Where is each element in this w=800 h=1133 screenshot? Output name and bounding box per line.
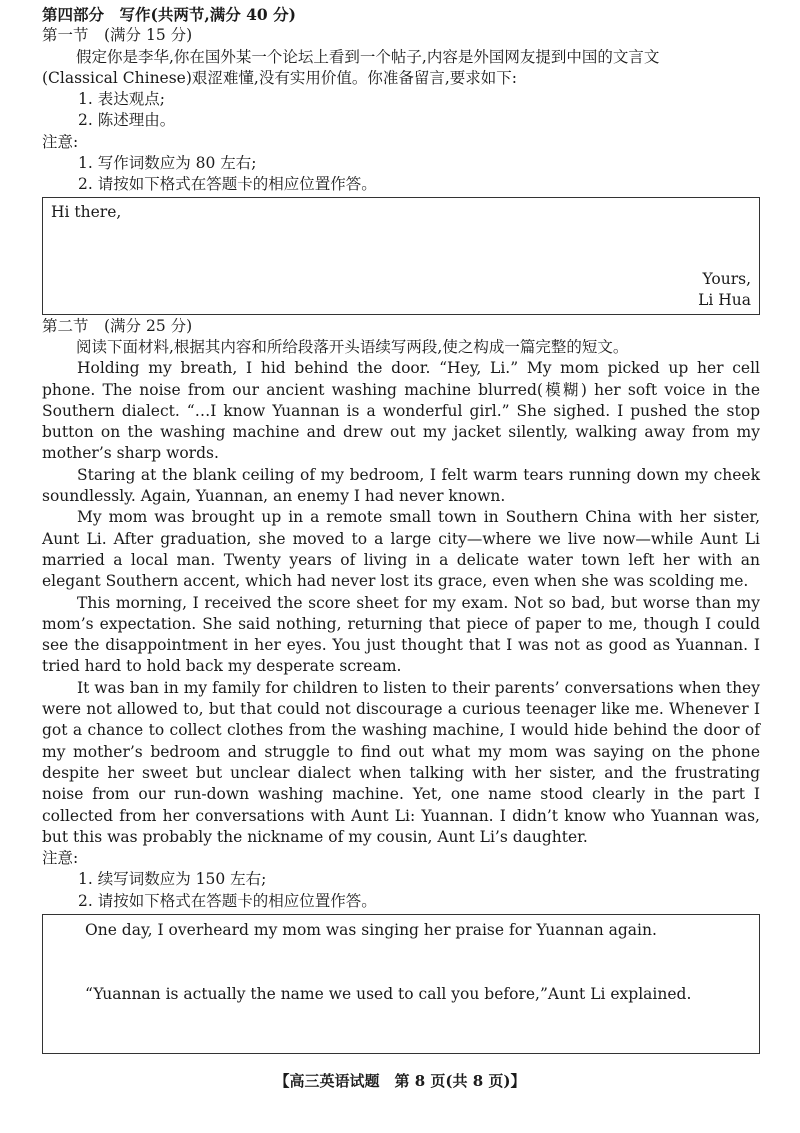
section1-note-2: 2. 请按如下格式在答题卡的相应位置作答。 <box>78 175 377 194</box>
passage-paragraph-2: Staring at the blank ceiling of my bedroom, I felt warm tears running down my cheek soundlessly. Again, Yuannan, an enemy I had never known. <box>42 465 760 506</box>
section1-prompt-line2: (Classical Chinese)艰涩难懂,没有实用价值。你准备留言,要求如下: <box>42 68 517 87</box>
box-name: Li Hua <box>698 291 751 310</box>
answer-format-box-1 <box>42 197 760 315</box>
passage-paragraph-3: My mom was brought up in a remote small town in Southern China with her sister, Aunt Li. After graduation, she moved to a large city—where we live now—while Aunt Li married a local man. Twenty years of living in a delicate water town left her with an elegant Southern accent, which had never lost its grace, even when she was scolding me. <box>42 508 760 591</box>
section2-note-1: 1. 续写词数应为 150 左右; <box>78 870 267 889</box>
page-footer: 【高三英语试题 第 8 页(共 8 页)】 <box>274 1072 526 1090</box>
section2-note-2: 2. 请按如下格式在答题卡的相应位置作答。 <box>78 891 377 910</box>
section1-requirement-1: 1. 表达观点; <box>78 90 165 109</box>
passage-paragraph-5: It was ban in my family for children to listen to their parents’ conversations when they were not allowed to, but that could not discourage a curious teenager like me. Whenever I got a chance to collect clothes from the washing machine, I would hide behind the door of my mother’s bedroom and struggle to find out what my mom was saying on the phone despite her sweet but unclear dialect when talking with her sister, and the frustrating noise from our run-down washing machine. Yet, one name stood clearly in the part I collected from her conversations with Aunt Li: Yuannan. I didn’t know who Yuannan was, but this was probably the nickname of my cousin, Aunt Li’s daughter. <box>42 678 760 846</box>
section1-prompt-line1: 假定你是李华,你在国外某一个论坛上看到一个帖子,内容是外国网友提到中国的文言文 <box>76 47 660 66</box>
passage-paragraph-4: This morning, I received the score sheet for my exam. Not so bad, but worse than my mom’s expectation. She said nothing, returning that piece of paper to me, though I could see the disappointment in her eyes. You just thought that I was not as good as Yuannan. I tried hard to hold back my desperate scream. <box>42 593 760 676</box>
section1-heading: 第一节 (满分 15 分) <box>42 26 193 45</box>
passage-paragraph-1: Holding my breath, I hid behind the door. “Hey, Li.” My mom picked up her cell phone. The noise from our ancient washing machine blurred(模糊) her soft voice in the Southern dialect. “…I know Yuannan is a wonderful girl.” She sighed. I pushed the stop button on the washing machine and drew out my jacket silently, walking away from my mother’s sharp words. <box>42 359 760 463</box>
section2-instruction: 阅读下面材料,根据其内容和所给段落开头语续写两段,使之构成一篇完整的短文。 <box>76 337 629 356</box>
reading-passage <box>42 358 760 848</box>
section1-requirement-2: 2. 陈述理由。 <box>78 111 176 130</box>
continuation-opening-2: “Yuannan is actually the name we used to call you before,”Aunt Li explained. <box>85 985 692 1004</box>
answer-format-box-2 <box>42 914 760 1054</box>
section1-note-label: 注意: <box>42 132 79 151</box>
section2-note-label: 注意: <box>42 849 79 868</box>
section2-heading: 第二节 (满分 25 分) <box>42 316 193 335</box>
part-title: 第四部分 写作(共两节,满分 40 分) <box>42 5 296 24</box>
box-signature <box>698 269 751 312</box>
box-closing: Yours, <box>702 270 751 289</box>
section1-note-1: 1. 写作词数应为 80 左右; <box>78 154 257 173</box>
continuation-opening-1: One day, I overheard my mom was singing her praise for Yuannan again. <box>85 920 657 939</box>
box-greeting: Hi there, <box>51 202 122 221</box>
